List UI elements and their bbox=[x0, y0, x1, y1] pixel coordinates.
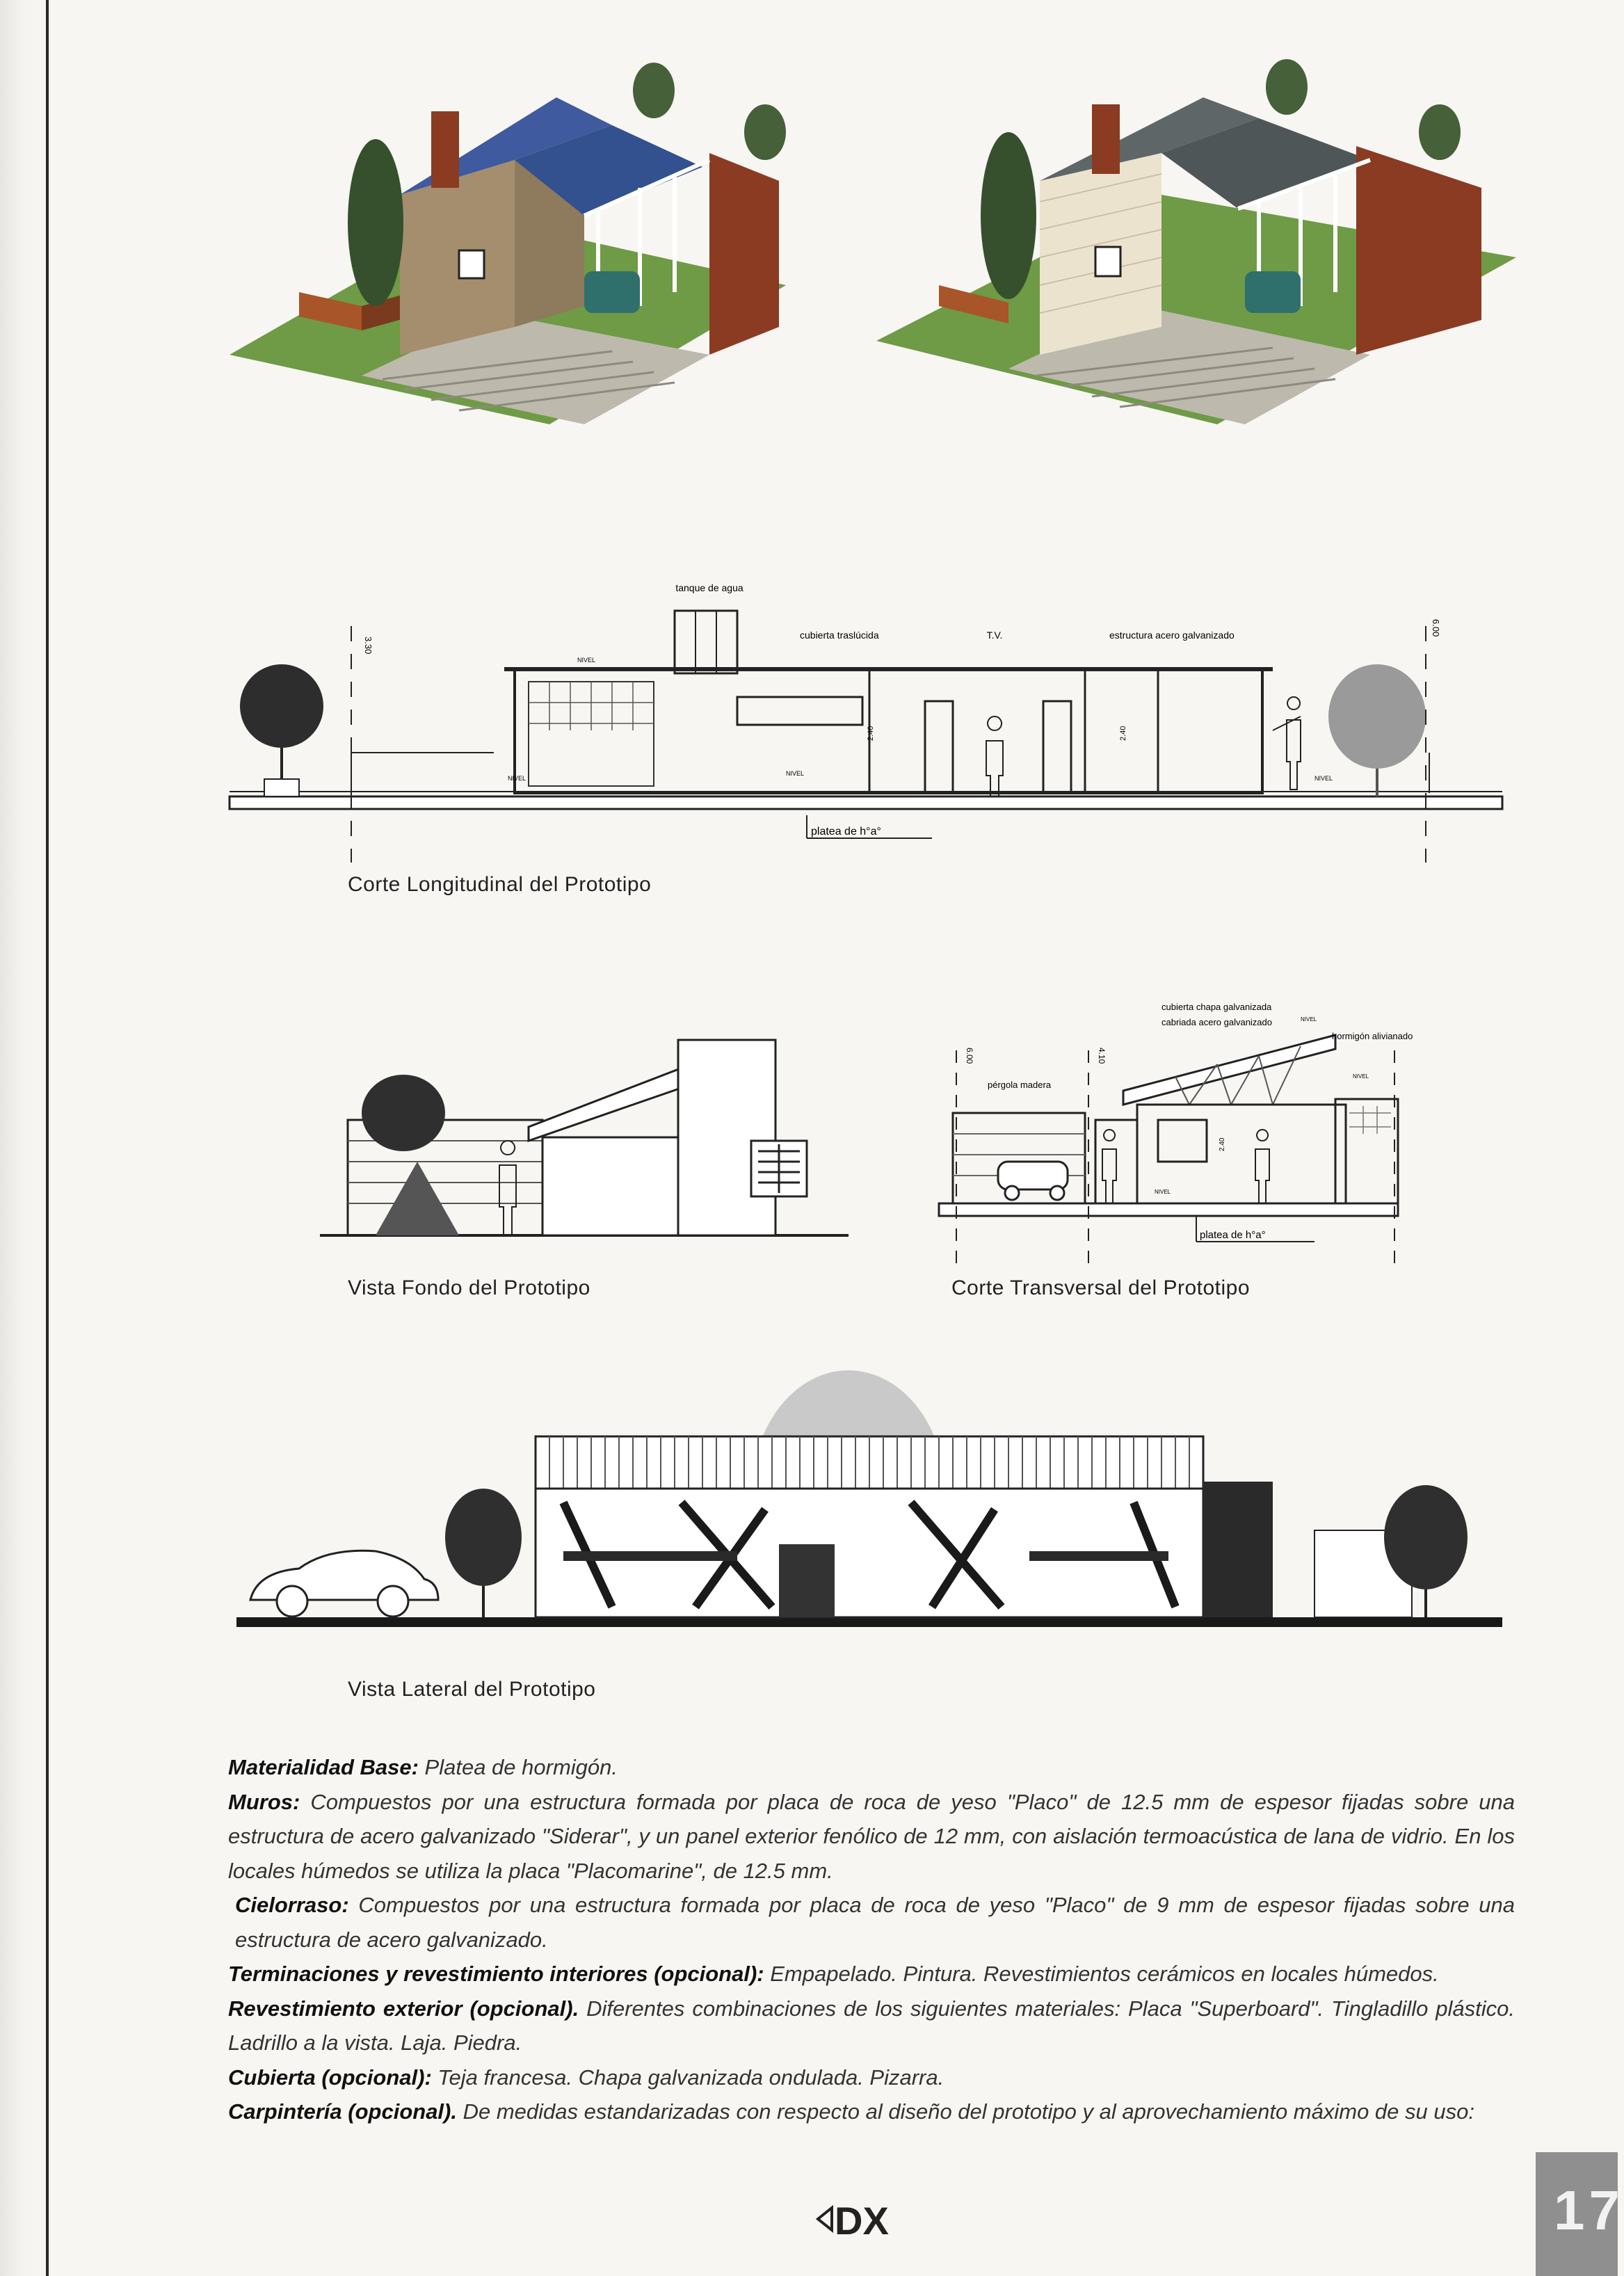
spec-exterior: Revestimiento exterior (opcional). Diferentes combinaciones de los siguientes materiales: Placa "Superboard". Tingladillo plástico. Ladrillo a la vista. Laja. Piedra. bbox=[228, 1996, 1515, 2055]
label-water-tank: tanque de agua bbox=[675, 582, 743, 593]
label-height-right: 6.00 bbox=[1431, 619, 1441, 637]
drawing-lateral-view bbox=[236, 1377, 1502, 1642]
spec-ceiling: Cielorraso: Compuestos por una estructura formada por placa de roca de yeso "Placo" de 9 mm de espesor fijadas sobre una estructura de acero galvanizado. bbox=[235, 1893, 1515, 1952]
label-translucent-roof: cubierta traslúcida bbox=[800, 630, 879, 641]
label-level-2: NIVEL bbox=[508, 775, 526, 782]
label-pergola: pérgola madera bbox=[988, 1080, 1052, 1090]
label-level-t2: NIVEL bbox=[1353, 1073, 1369, 1080]
tree-right bbox=[1328, 664, 1426, 796]
page-number-tab bbox=[1536, 2152, 1624, 2276]
page-number: 17 bbox=[1554, 2179, 1624, 2241]
publisher-logo bbox=[815, 2191, 889, 2247]
label-level-4: NIVEL bbox=[1315, 775, 1333, 782]
logo-text: DX bbox=[835, 2199, 889, 2243]
spec-walls: Muros: Compuestos por una estructura formada por placa de roca de yeso "Placo" de 12.5 mm de espesor fijadas sobre una estructura de acero galvanizado "Siderar", y un panel exterior fenólico de 12 mm, con aislación termoacústica de lana de vidrio. En los locales húmedos se utiliza la placa "Placomarine", de 12.5 mm. bbox=[228, 1789, 1515, 1883]
label-dim-2: 2.40 bbox=[1119, 726, 1127, 741]
drawing-longitudinal-section bbox=[230, 570, 1537, 869]
label-level-t3: NIVEL bbox=[1155, 1189, 1171, 1195]
label-level-3: NIVEL bbox=[786, 770, 805, 777]
spec-joinery: Carpintería (opcional). De medidas estandarizadas con respecto al diseño del prototipo y al aprovechamiento máximo de su uso: bbox=[228, 2099, 1474, 2124]
spec-base: Materialidad Base: Platea de hormigón. bbox=[228, 1755, 618, 1779]
render-grey-roof-house bbox=[869, 63, 1516, 424]
binding-rule bbox=[46, 0, 49, 2276]
label-concrete-slab-transverse: platea de h°a° bbox=[1200, 1229, 1266, 1241]
drawing-rear-view bbox=[320, 1016, 849, 1252]
caption-lateral-view: Vista Lateral del Prototipo bbox=[348, 1678, 596, 1701]
specifications-text bbox=[228, 1750, 1515, 2129]
label-roof-sheet: cubierta chapa galvanizada bbox=[1161, 1002, 1272, 1012]
label-height-b: 4.10 bbox=[1097, 1048, 1107, 1064]
label-concrete-slab: platea de h°a° bbox=[811, 826, 881, 838]
car-side-view bbox=[250, 1550, 438, 1617]
spec-roof: Cubierta (opcional): Teja francesa. Chapa galvanizada ondulada. Pizarra. bbox=[228, 2065, 944, 2090]
caption-rear-view: Vista Fondo del Prototipo bbox=[348, 1276, 590, 1299]
label-height-a: 6.00 bbox=[965, 1048, 974, 1064]
label-height-left: 3.30 bbox=[363, 636, 373, 655]
label-galvanized-structure: estructura acero galvanizado bbox=[1109, 630, 1235, 641]
label-truss: cabriada acero galvanizado bbox=[1161, 1017, 1272, 1027]
label-level-t1: NIVEL bbox=[1301, 1016, 1317, 1023]
caption-transverse-section: Corte Transversal del Prototipo bbox=[951, 1276, 1251, 1299]
page-binding-edge bbox=[0, 0, 56, 2276]
render-blue-roof-house bbox=[223, 63, 786, 424]
tree-lateral-left bbox=[445, 1489, 522, 1617]
label-level-1: NIVEL bbox=[577, 657, 596, 664]
label-tv: T.V. bbox=[986, 630, 1003, 641]
label-lightweight-concrete: hormigón alivianado bbox=[1332, 1031, 1413, 1041]
caption-longitudinal-section: Corte Longitudinal del Prototipo bbox=[348, 873, 652, 896]
label-dim-1: 2.40 bbox=[867, 726, 875, 741]
tree-left bbox=[240, 664, 323, 796]
label-dim-t: 2.40 bbox=[1219, 1137, 1226, 1151]
drawing-transverse-section bbox=[925, 995, 1426, 1273]
spec-interior: Terminaciones y revestimiento interiores (opcional): Empapelado. Pintura. Revestimientos cerámicos en locales húmedos. bbox=[228, 1962, 1439, 1986]
